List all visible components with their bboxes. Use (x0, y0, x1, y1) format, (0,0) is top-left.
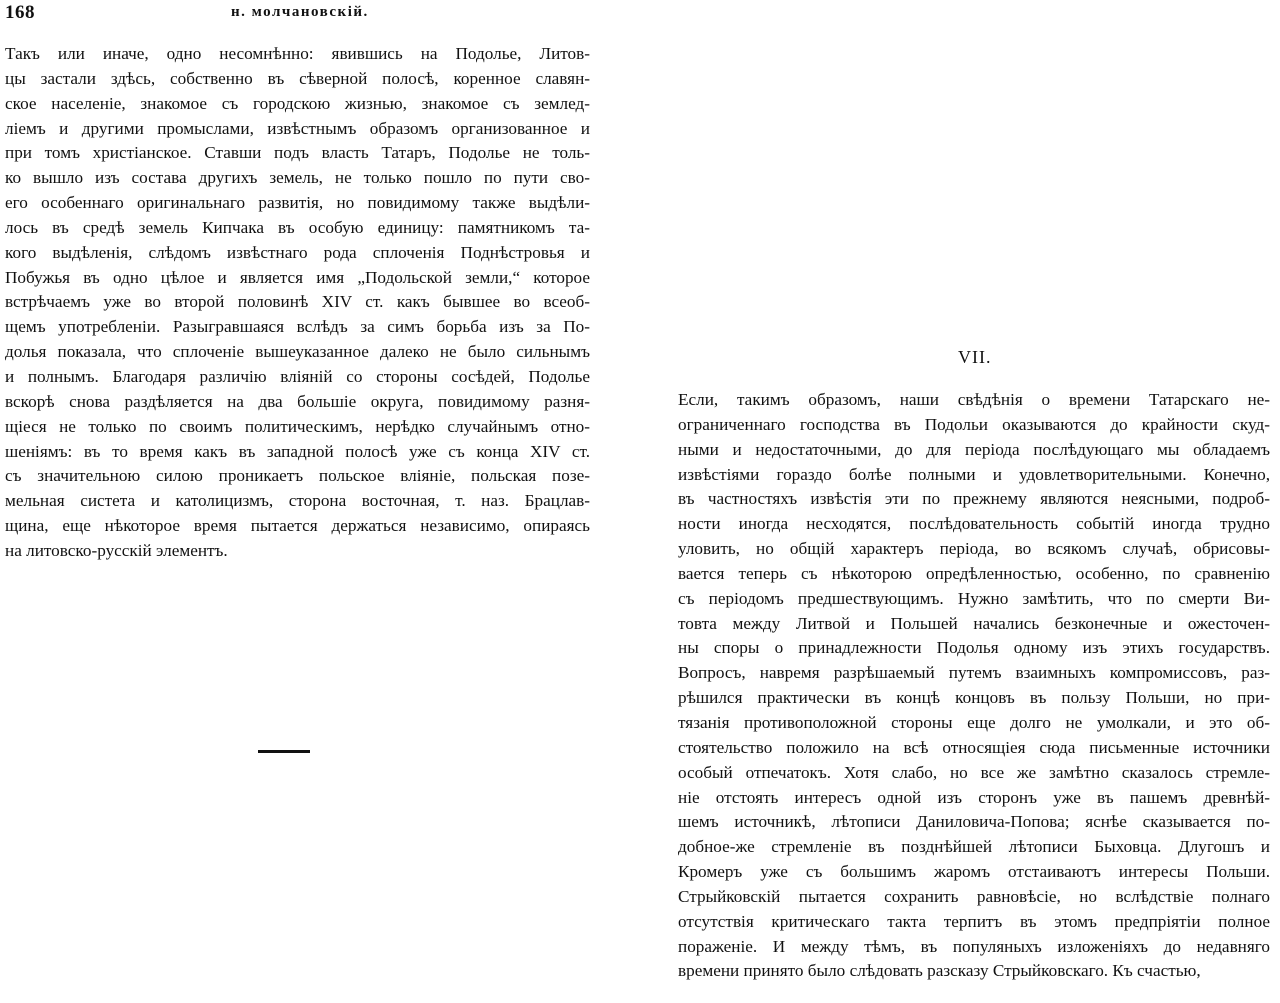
text-line: товта между Литвой и Польшей начались безконечные и ожесточен- (678, 613, 1270, 633)
text-line: и полнымъ. Благодаря различію вліяній со стороны сосѣдей, Подолье (5, 366, 590, 386)
text-line: Стрыйковскій пытается сохранить равновѣсіе, но вслѣдствіе полнаго (678, 886, 1270, 906)
left-page-text (5, 42, 590, 564)
text-line: при томъ христіанское. Ставши подъ власть Татаръ, Подолье не толь- (5, 143, 590, 163)
text-line: ніе отстоять интересъ одной изъ сторонъ уже въ пашемъ древнѣй- (678, 787, 1270, 807)
text-line: щемъ употребленіи. Разыгравшаяся вслѣдъ за симъ борьба изъ за По- (5, 317, 590, 337)
text-line: Вопросъ, навремя разрѣшаемый путемъ взаимныхъ компромиссовъ, раз- (678, 663, 1270, 683)
text-line: лось въ средѣ земель Кипчака въ особую единицу: памятникомъ та- (5, 217, 590, 237)
section-divider (258, 750, 310, 753)
running-head-title: н. молчановскій. (231, 4, 369, 20)
text-line: съ значительною силою проникаетъ польское вліяніе, польская позе- (5, 466, 590, 486)
text-line: ліемъ и другими промыслами, извѣстнымъ образомъ организованное и (5, 118, 590, 138)
text-line: ности иногда несходятся, послѣдовательность событій иногда трудно (678, 514, 1270, 534)
section-heading: VII. (958, 347, 992, 367)
text-line: его особеннаго оригинальнаго развитія, но повидимому также выдѣли- (5, 193, 590, 213)
text-line: ными и недостаточными, до для періода послѣдующаго мы обладаемъ (678, 439, 1270, 459)
text-line: рѣшился практически въ концѣ концовъ въ пользу Польши, но при- (678, 688, 1270, 708)
text-line: тязанія противоположной стороны еще долго не умолкали, и это об- (678, 712, 1270, 732)
text-line: особый отпечатокъ. Хотя слабо, но все же замѣтно сказалось стремле- (678, 762, 1270, 782)
text-line: щіеся не только по своимъ политическимъ, нерѣдко случайнымъ отно- (5, 416, 590, 436)
text-line: Побужья въ одно цѣлое и является имя „Подольской земли,“ которое (5, 267, 590, 287)
text-line: въ частностяхъ извѣстія эти по прежнему являются неясными, подроб- (678, 489, 1270, 509)
text-line: ны споры о принадлежности Подолья одному изъ этихъ государствъ. (678, 638, 1270, 658)
text-line: щина, еще нѣкоторое время пытается держаться независимо, опираясь (5, 516, 590, 536)
text-line: встрѣчаемъ уже во второй половинѣ XIV ст. какъ бывшее во всеоб- (5, 292, 590, 312)
text-line: на литовско-русскій элементъ. (5, 540, 228, 560)
text-line: Если, такимъ образомъ, наши свѣдѣнія о времени Татарскаго не- (678, 390, 1270, 409)
text-line: шеніямъ: въ то время какъ въ западной полосѣ уже съ конца XIV ст. (5, 441, 590, 461)
text-line: ко вышло изъ состава другихъ земель, не только пошло по пути сво- (5, 168, 590, 188)
text-line: добное-же стремленіе въ позднѣйшей лѣтописи Быховца. Длугошъ и (678, 837, 1270, 857)
text-line: шемъ источникѣ, лѣтописи Даниловича-Попова; яснѣе сказывается по- (678, 812, 1270, 832)
page-number: 168 (5, 2, 35, 23)
text-line: вскорѣ снова раздѣляется на два большіе округа, повидимому разня- (5, 391, 590, 411)
right-page-text (678, 388, 1270, 984)
text-line: уловить, но общій характеръ періода, во всякомъ случаѣ, обрисовы- (678, 539, 1270, 559)
text-line: отсутствія критическаго такта терпитъ въ этомъ предпріятіи полное (678, 911, 1270, 931)
text-line: ское населеніе, знакомое съ городскою жизнью, знакомое съ землед- (5, 93, 590, 113)
text-line: пораженіе. И между тѣмъ, въ популяныхъ изложеніяхъ до недавняго (678, 936, 1270, 956)
text-line: цы застали здѣсь, собственно въ сѣверной полосѣ, коренное славян- (5, 68, 590, 88)
text-line: времени принято было слѣдовать разсказу Стрыйковскаго. Къ счастью, (678, 961, 1201, 981)
text-line: Кромеръ уже съ большимъ жаромъ отстаиваютъ интересы Польши. (678, 862, 1270, 882)
running-head (5, 2, 600, 26)
text-line: стоятельство положило на всѣ относящіея сюда письменные источники (678, 737, 1270, 757)
right-page (640, 0, 1280, 1003)
text-line: съ періодомъ предшествующимъ. Нужно замѣтить, что по смерти Ви- (678, 588, 1270, 608)
text-line: кого выдѣленія, слѣдомъ извѣстнаго рода сплоченія Поднѣстровья и (5, 242, 590, 262)
text-line: ограниченнаго господства въ Подольи оказываются до крайности скуд- (678, 414, 1270, 434)
text-line: вается теперь съ нѣкоторою опредѣленностью, особенно, по сравненію (678, 563, 1270, 583)
text-line: долья показала, что сплоченіе вышеуказанное далеко не было сильнымъ (5, 342, 590, 362)
text-line: Такъ или иначе, одно несомнѣнно: явившись на Подолье, Литов- (5, 44, 590, 63)
text-line: извѣстіями гораздо болѣе полными и удовлетворительными. Конечно, (678, 464, 1270, 484)
text-line: мельная систета и католицизмъ, сторона восточная, т. наз. Брацлав- (5, 491, 590, 511)
